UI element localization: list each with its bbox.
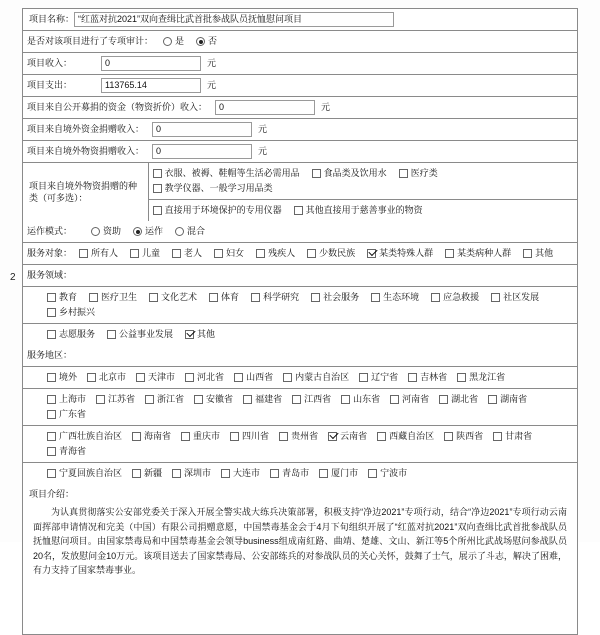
service-area-option-33[interactable]: [221, 466, 260, 481]
service-area-option-18[interactable]: [488, 392, 527, 407]
special-audit-label: 是否对该项目进行了专项审计：: [27, 36, 154, 46]
checkbox-icon[interactable]: [47, 432, 56, 441]
checkbox-icon[interactable]: [194, 395, 203, 404]
material-type-row-2: [149, 200, 577, 221]
service-area-option-5-label: 内蒙古自治区: [295, 372, 350, 382]
material-type-label-text: 项目来自境外物资捐赠的种类（可多选）：: [29, 181, 138, 203]
project-name-input[interactable]: “红蓝对抗2021”双向查缉比武首批参战队员抚恤慰问项目: [74, 12, 394, 27]
operation-mode-option-1[interactable]: [133, 224, 163, 239]
project-name-label: 项目名称：: [29, 14, 75, 24]
service-area-option-34-label: 青岛市: [282, 468, 310, 478]
row-operation-mode: [23, 221, 577, 243]
service-area-option-0-label: 境外: [59, 372, 78, 382]
checkbox-icon[interactable]: [283, 373, 292, 382]
checkbox-icon[interactable]: [47, 447, 56, 456]
overseas-material-donation-label: 项目来自境外物资捐赠收入：: [27, 146, 145, 156]
service-field-block: [23, 265, 577, 345]
service-field-option-12[interactable]: [185, 327, 215, 342]
service-area-option-28-label: 甘肃省: [505, 431, 533, 441]
special-audit-option-yes[interactable]: [163, 34, 184, 49]
service-target-option-7[interactable]: [445, 246, 511, 261]
income-label: 项目收入：: [27, 58, 73, 68]
service-area-option-34[interactable]: [270, 466, 309, 481]
checkbox-icon[interactable]: [130, 249, 139, 258]
service-area-option-10[interactable]: [96, 392, 135, 407]
service-area-option-20-label: 广西壮族自治区: [59, 431, 123, 441]
checkbox-icon[interactable]: [47, 308, 56, 317]
checkbox-icon[interactable]: [491, 293, 500, 302]
checkbox-icon[interactable]: [79, 249, 88, 258]
service-field-option-2-label: 文化艺术: [161, 292, 198, 302]
service-area-option-29[interactable]: [47, 444, 86, 459]
service-target-option-4-label: 残疾人: [268, 248, 296, 258]
checkbox-icon[interactable]: [149, 293, 158, 302]
radio-icon[interactable]: [163, 37, 172, 46]
service-area-option-8-label: 黑龙江省: [469, 372, 506, 382]
service-area-option-7-label: 吉林省: [420, 372, 448, 382]
service-field-option-5-label: 社会服务: [323, 292, 360, 302]
service-area-option-27-label: 陕西省: [456, 431, 484, 441]
service-area-option-1-label: 北京市: [99, 372, 127, 382]
service-area-option-35-label: 厦门市: [331, 468, 359, 478]
material-type-option-2-label: 医疗类: [410, 168, 438, 178]
service-area-option-24[interactable]: [279, 429, 318, 444]
radio-icon[interactable]: [91, 227, 100, 236]
service-area-option-17-label: 湖北省: [451, 394, 479, 404]
service-field-label: 服务领域：: [27, 270, 73, 280]
checkbox-icon[interactable]: [256, 249, 265, 258]
checkbox-checked-icon[interactable]: [185, 330, 194, 339]
service-area-option-17[interactable]: [439, 392, 478, 407]
service-target-label: 服务对象：: [27, 248, 73, 258]
service-area-option-18-label: 湖南省: [500, 394, 528, 404]
service-area-option-12[interactable]: [194, 392, 233, 407]
material-type-option-3[interactable]: [153, 181, 273, 196]
service-area-option-25-label: 云南省: [340, 431, 368, 441]
service-field-option-11[interactable]: [107, 327, 173, 342]
introduction-text: [23, 503, 577, 588]
service-field-option-3-label: 体育: [221, 292, 240, 302]
public-fundraising-unit: 元: [321, 102, 331, 112]
checkbox-checked-icon[interactable]: [367, 249, 376, 258]
service-area-option-3-label: 河北省: [197, 372, 225, 382]
radio-checked-icon[interactable]: [196, 37, 205, 46]
service-area-block: [23, 345, 577, 484]
service-area-option-22-label: 重庆市: [193, 431, 221, 441]
introduction-blank-space: [23, 588, 577, 634]
checkbox-icon[interactable]: [279, 432, 288, 441]
service-field-option-6-label: 生态环境: [383, 292, 420, 302]
checkbox-icon[interactable]: [359, 373, 368, 382]
service-field-option-10[interactable]: [47, 327, 95, 342]
service-area-option-22[interactable]: [181, 429, 220, 444]
checkbox-icon[interactable]: [371, 293, 380, 302]
service-field-option-12-label: 其他: [197, 329, 216, 339]
special-audit-cell: [23, 31, 577, 52]
checkbox-icon[interactable]: [96, 395, 105, 404]
expense-unit: 元: [207, 80, 217, 90]
checkbox-icon[interactable]: [230, 432, 239, 441]
service-area-option-16[interactable]: [390, 392, 429, 407]
service-area-option-4-label: 山西省: [246, 372, 274, 382]
service-field-row-2: [23, 324, 577, 345]
section-marker: 2: [10, 272, 16, 283]
income-input[interactable]: 0: [101, 56, 201, 71]
service-field-option-5[interactable]: [311, 290, 359, 305]
overseas-material-donation-unit: 元: [258, 146, 268, 156]
service-area-option-21-label: 海南省: [144, 431, 172, 441]
service-area-options-row4: [23, 463, 577, 484]
checkbox-icon[interactable]: [145, 395, 154, 404]
service-area-options-row2: [23, 389, 577, 425]
service-target-option-8[interactable]: [523, 246, 553, 261]
domestic-donation-unit: 元: [258, 124, 268, 134]
service-field-option-7[interactable]: [431, 290, 479, 305]
checkbox-icon[interactable]: [136, 373, 145, 382]
service-area-option-36-label: 宁波市: [380, 468, 408, 478]
material-type-option-5-label: 其他直接用于慈善事业的物资: [305, 205, 423, 215]
service-area-option-8[interactable]: [457, 370, 505, 385]
service-area-option-2-label: 天津市: [148, 372, 176, 382]
service-area-option-32[interactable]: [172, 466, 211, 481]
service-area-option-14[interactable]: [292, 392, 331, 407]
service-area-option-11[interactable]: [145, 392, 184, 407]
service-field-option-2[interactable]: [149, 290, 197, 305]
service-target-option-4[interactable]: [256, 246, 295, 261]
checkbox-icon[interactable]: [319, 469, 328, 478]
service-area-option-30-label: 宁夏回族自治区: [59, 468, 123, 478]
service-area-option-20[interactable]: [47, 429, 122, 444]
service-field-label-cell: [23, 265, 577, 286]
public-fundraising-input[interactable]: 0: [215, 100, 315, 115]
checkbox-icon[interactable]: [47, 395, 56, 404]
introduction-paragraph: 为认真贯彻落实公安部党委关于深入开展全警实战大练兵决策部署，积极支持“净边2021”专项行动，结合“净边2021”专项行动云南面挥部申请情况和完美（中国）有限公司捐赠意愿，中国禁毒基金会于4月下旬组织开展了“红蓝对抗2021”双向查缉比武首批参战队员抚恤慰问项目。由国家禁毒局和中国禁毒基金会领导business组成南紅路、曲靖、楚雄、文山、新江等5个所州比武战场慰问参战队员20名，发放慰问金10万元。该项目送去了国家禁毒局、公安部练兵的对参战队员的关心关怀，鼓舞了士气，展示了斗志，解决了困难，有力支持了国家禁毒事业。: [33, 507, 567, 575]
checkbox-icon[interactable]: [408, 373, 417, 382]
checkbox-icon[interactable]: [47, 469, 56, 478]
service-area-option-9[interactable]: [47, 392, 86, 407]
service-target-option-2-label: 老人: [184, 248, 203, 258]
public-fundraising-cell: [23, 97, 577, 118]
radio-icon[interactable]: [175, 227, 184, 236]
checkbox-icon[interactable]: [399, 169, 408, 178]
row-material-type: [23, 163, 577, 221]
checkbox-icon[interactable]: [87, 373, 96, 382]
operation-mode-option-2[interactable]: [175, 224, 205, 239]
checkbox-icon[interactable]: [243, 395, 252, 404]
expense-label: 项目支出：: [27, 80, 73, 90]
row-public-fundraising: [23, 97, 577, 119]
service-area-option-23-label: 四川省: [242, 431, 270, 441]
checkbox-icon[interactable]: [181, 432, 190, 441]
row-project-name: [23, 9, 577, 31]
service-target-option-0-label: 所有人: [91, 248, 119, 258]
service-area-option-10-label: 江苏省: [108, 394, 136, 404]
material-type-row-1: [149, 163, 577, 200]
checkbox-icon[interactable]: [292, 395, 301, 404]
checkbox-icon[interactable]: [172, 469, 181, 478]
service-area-option-23[interactable]: [230, 429, 269, 444]
service-area-option-6[interactable]: [359, 370, 398, 385]
service-area-option-13-label: 福建省: [255, 394, 283, 404]
service-target-option-3-label: 妇女: [226, 248, 245, 258]
material-type-option-4[interactable]: [153, 203, 282, 218]
operation-mode-option-0-label: 资助: [103, 226, 122, 236]
checkbox-icon[interactable]: [431, 293, 440, 302]
material-type-option-0-label: 衣服、被褥、鞋帽等生活必需用品: [164, 168, 300, 178]
checkbox-icon[interactable]: [368, 469, 377, 478]
service-area-label: 服务地区：: [27, 350, 73, 360]
row-service-target: [23, 243, 577, 265]
special-audit-option-no[interactable]: [196, 34, 217, 49]
service-area-row-1: [23, 367, 577, 389]
service-area-option-29-label: 青海省: [59, 446, 87, 456]
service-area-row-3: [23, 426, 577, 463]
checkbox-icon[interactable]: [234, 373, 243, 382]
row-expense: [23, 75, 577, 97]
material-type-options-block: [149, 163, 577, 221]
service-area-option-24-label: 贵州省: [291, 431, 319, 441]
service-target-option-0[interactable]: [79, 246, 118, 261]
service-area-option-26-label: 西藏自治区: [389, 431, 435, 441]
service-area-options-row1: [23, 367, 577, 388]
service-target-option-3[interactable]: [214, 246, 244, 261]
service-target-option-1-label: 儿童: [142, 248, 161, 258]
row-service-field: [23, 265, 577, 345]
introduction-label: 项目介绍：: [29, 489, 75, 499]
service-field-option-0-label: 教育: [59, 292, 78, 302]
checkbox-icon[interactable]: [457, 373, 466, 382]
service-area-label-row: [23, 345, 577, 367]
service-area-row-4: [23, 463, 577, 484]
material-type-option-1[interactable]: [312, 166, 387, 181]
service-area-option-36[interactable]: [368, 466, 407, 481]
service-area-option-2[interactable]: [136, 370, 175, 385]
checkbox-icon[interactable]: [47, 330, 56, 339]
service-area-option-28[interactable]: [493, 429, 532, 444]
material-type-option-3-label: 教学仪器、一般学习用品类: [164, 183, 273, 193]
service-field-option-9-label: 乡村振兴: [59, 307, 96, 317]
service-field-option-9[interactable]: [47, 305, 95, 320]
service-field-option-1[interactable]: [89, 290, 137, 305]
service-target-option-1[interactable]: [130, 246, 160, 261]
checkbox-icon[interactable]: [214, 249, 223, 258]
project-name-cell: [23, 9, 577, 30]
operation-mode-label: 运作模式：: [27, 226, 73, 236]
checkbox-icon[interactable]: [185, 373, 194, 382]
checkbox-icon[interactable]: [444, 432, 453, 441]
overseas-material-donation-input[interactable]: 0: [152, 144, 252, 159]
checkbox-icon[interactable]: [47, 410, 56, 419]
row-income: [23, 53, 577, 75]
material-type-option-5[interactable]: [294, 203, 423, 218]
service-area-option-33-label: 大连市: [233, 468, 261, 478]
checkbox-icon[interactable]: [132, 469, 141, 478]
special-audit-no-label: 否: [208, 36, 218, 46]
service-area-option-27[interactable]: [444, 429, 483, 444]
service-field-option-4-label: 科学研究: [263, 292, 300, 302]
service-target-cell: [23, 243, 577, 264]
checkbox-icon[interactable]: [312, 169, 321, 178]
checkbox-icon[interactable]: [153, 169, 162, 178]
service-area-option-13[interactable]: [243, 392, 282, 407]
service-area-option-26[interactable]: [377, 429, 434, 444]
service-field-row-1: [23, 287, 577, 324]
service-area-option-32-label: 深圳市: [184, 468, 212, 478]
service-area-label-cell: [23, 345, 577, 366]
checkbox-icon[interactable]: [488, 395, 497, 404]
service-area-option-30[interactable]: [47, 466, 122, 481]
service-field-label-row: [23, 265, 577, 287]
checkbox-icon[interactable]: [209, 293, 218, 302]
checkbox-icon[interactable]: [221, 469, 230, 478]
service-area-option-3[interactable]: [185, 370, 224, 385]
service-area-option-4[interactable]: [234, 370, 273, 385]
row-service-area: [23, 345, 577, 484]
domestic-donation-input[interactable]: 0: [152, 122, 252, 137]
service-area-option-5[interactable]: [283, 370, 349, 385]
checkbox-icon[interactable]: [251, 293, 260, 302]
checkbox-icon[interactable]: [294, 206, 303, 215]
service-target-option-8-label: 其他: [535, 248, 554, 258]
row-domestic-donation: [23, 119, 577, 141]
operation-mode-cell: [23, 221, 577, 242]
checkbox-icon[interactable]: [445, 249, 454, 258]
service-field-options-row2: [23, 324, 577, 345]
service-field-option-4[interactable]: [251, 290, 299, 305]
service-field-option-6[interactable]: [371, 290, 419, 305]
checkbox-icon[interactable]: [153, 206, 162, 215]
domestic-donation-label: 项目来自境外资金捐赠收入：: [27, 124, 145, 134]
service-area-option-6-label: 辽宁省: [371, 372, 399, 382]
service-field-option-0[interactable]: [47, 290, 77, 305]
service-field-option-1-label: 医疗卫生: [101, 292, 138, 302]
row-introduction: [23, 484, 577, 635]
service-area-option-35[interactable]: [319, 466, 358, 481]
expense-input[interactable]: 113765.14: [101, 78, 201, 93]
service-area-option-25[interactable]: [328, 429, 367, 444]
service-area-options-row3: [23, 426, 577, 462]
project-report-form: [22, 8, 578, 635]
material-type-option-1-label: 食品类及饮用水: [323, 168, 387, 178]
row-special-audit: [23, 31, 577, 53]
checkbox-icon[interactable]: [377, 432, 386, 441]
service-area-option-14-label: 江西省: [304, 394, 332, 404]
service-area-option-15[interactable]: [341, 392, 380, 407]
special-audit-yes-label: 是: [175, 36, 185, 46]
service-area-option-16-label: 河南省: [402, 394, 430, 404]
material-type-options-row1: [149, 163, 577, 199]
service-field-option-8-label: 社区发展: [503, 292, 540, 302]
service-area-option-19[interactable]: [47, 407, 86, 422]
material-type-option-2[interactable]: [399, 166, 438, 181]
checkbox-checked-icon[interactable]: [328, 432, 337, 441]
service-target-option-5[interactable]: [307, 246, 355, 261]
domestic-donation-cell: [23, 119, 577, 140]
service-field-option-10-label: 志愿服务: [59, 329, 96, 339]
service-area-option-0[interactable]: [47, 370, 77, 385]
checkbox-icon[interactable]: [47, 373, 56, 382]
checkbox-icon[interactable]: [172, 249, 181, 258]
service-area-option-12-label: 安徽省: [206, 394, 234, 404]
material-type-options-row2: [149, 200, 577, 221]
service-area-option-19-label: 广东省: [59, 409, 87, 419]
checkbox-icon[interactable]: [390, 395, 399, 404]
row-overseas-material-donation: [23, 141, 577, 163]
service-area-option-21[interactable]: [132, 429, 171, 444]
income-unit: 元: [207, 58, 217, 68]
service-target-option-5-label: 少数民族: [319, 248, 356, 258]
income-cell: [23, 53, 577, 74]
checkbox-icon[interactable]: [439, 395, 448, 404]
checkbox-icon[interactable]: [311, 293, 320, 302]
public-fundraising-label: 项目来自公开募捐的资金（物资折价）收入：: [27, 102, 208, 112]
service-field-options-row1: [23, 287, 577, 323]
service-area-option-15-label: 山东省: [353, 394, 381, 404]
service-area-option-31-label: 新疆: [144, 468, 163, 478]
checkbox-icon[interactable]: [89, 293, 98, 302]
checkbox-icon[interactable]: [307, 249, 316, 258]
service-field-option-8[interactable]: [491, 290, 539, 305]
material-type-option-4-label: 直接用于环境保护的专用仪器: [164, 205, 282, 215]
service-target-option-6[interactable]: [367, 246, 433, 261]
service-area-option-7[interactable]: [408, 370, 447, 385]
material-type-option-0[interactable]: [153, 166, 300, 181]
checkbox-icon[interactable]: [107, 330, 116, 339]
checkbox-icon[interactable]: [132, 432, 141, 441]
operation-mode-option-0[interactable]: [91, 224, 121, 239]
service-area-option-9-label: 上海市: [59, 394, 87, 404]
service-field-option-7-label: 应急救援: [443, 292, 480, 302]
expense-cell: [23, 75, 577, 96]
service-area-option-11-label: 浙江省: [157, 394, 185, 404]
checkbox-icon[interactable]: [47, 293, 56, 302]
radio-checked-icon[interactable]: [133, 227, 142, 236]
operation-mode-option-2-label: 混合: [187, 226, 206, 236]
checkbox-icon[interactable]: [153, 184, 162, 193]
overseas-material-donation-cell: [23, 141, 577, 162]
checkbox-icon[interactable]: [523, 249, 532, 258]
service-target-option-7-label: 某类病种人群: [457, 248, 512, 258]
service-field-option-11-label: 公益事业发展: [119, 329, 174, 339]
operation-mode-option-1-label: 运作: [145, 226, 164, 236]
service-field-option-3[interactable]: [209, 290, 239, 305]
checkbox-icon[interactable]: [493, 432, 502, 441]
service-target-option-6-label: 某类特殊人群: [379, 248, 434, 258]
checkbox-icon[interactable]: [270, 469, 279, 478]
service-target-option-2[interactable]: [172, 246, 202, 261]
service-area-option-31[interactable]: [132, 466, 162, 481]
checkbox-icon[interactable]: [341, 395, 350, 404]
service-area-option-1[interactable]: [87, 370, 126, 385]
material-type-label: [23, 163, 149, 221]
service-area-row-2: [23, 389, 577, 426]
